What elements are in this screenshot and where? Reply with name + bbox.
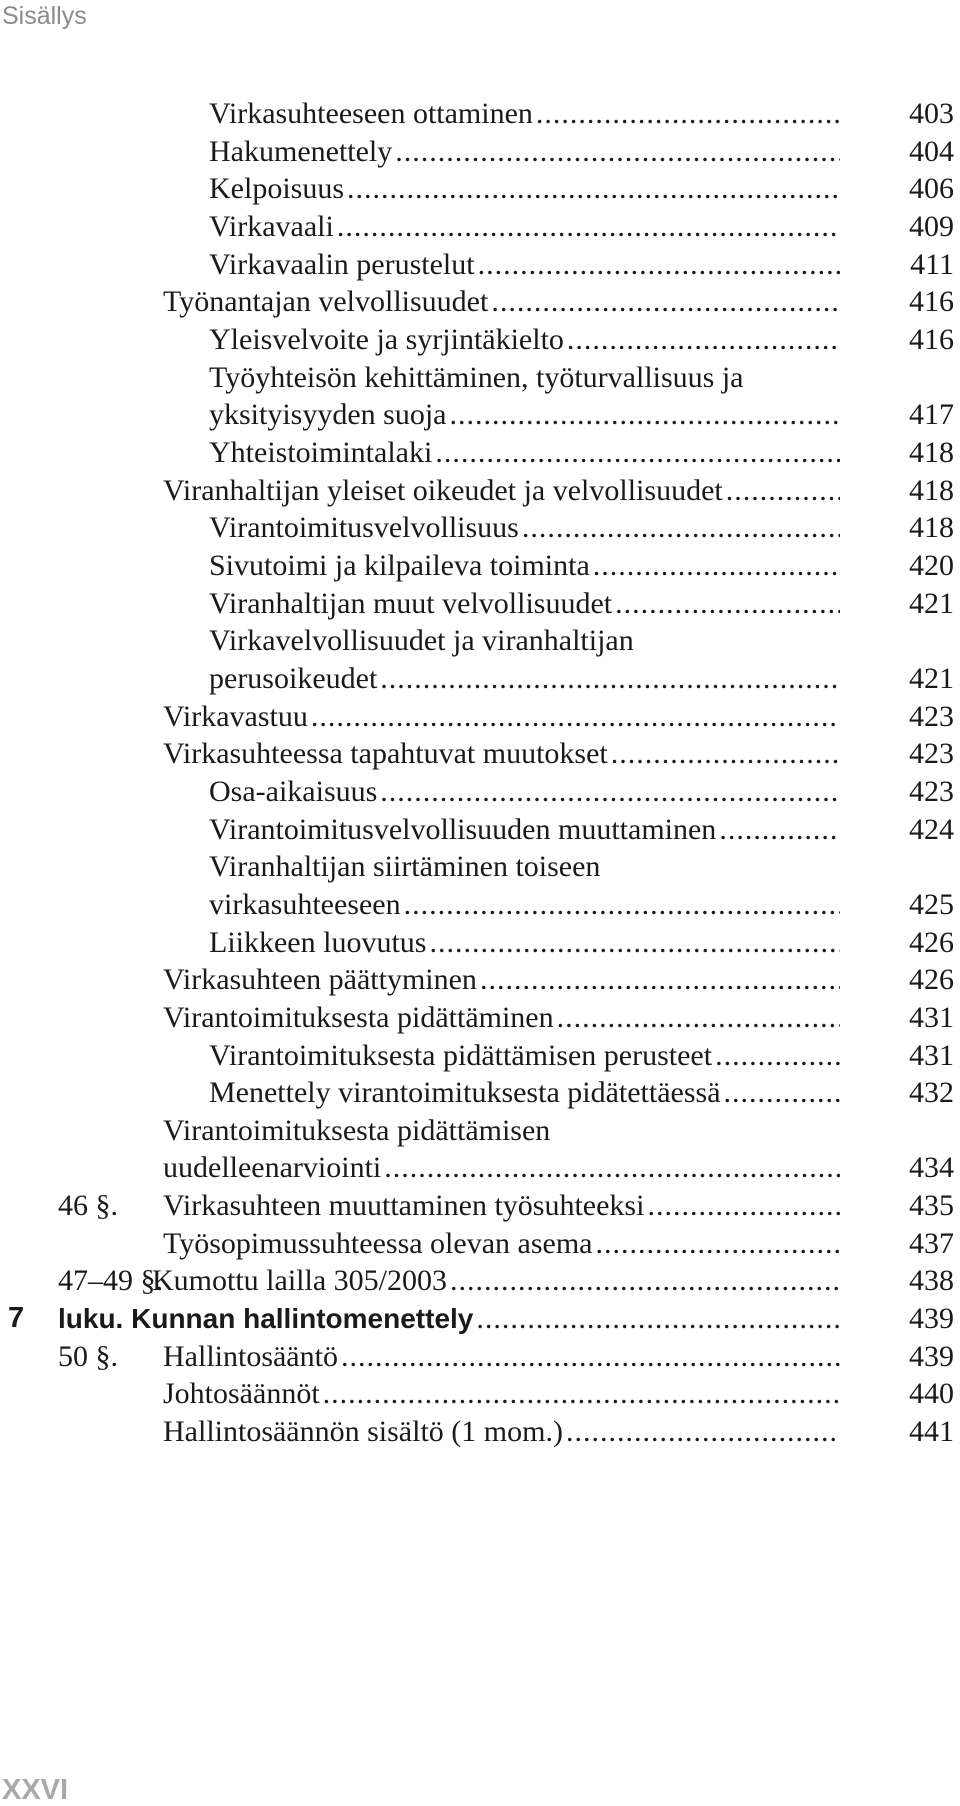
toc-page-number: 404 bbox=[909, 134, 954, 168]
toc-title: Viranhaltijan siirtäminen toiseen bbox=[209, 850, 601, 884]
toc-entry-title bbox=[209, 506, 840, 549]
toc-page-number: 421 bbox=[909, 586, 954, 620]
toc-entry-title bbox=[209, 205, 840, 248]
toc-page-number: 423 bbox=[909, 699, 954, 733]
toc-title: Virkasuhteen päättyminen bbox=[163, 963, 477, 997]
toc-entry-title bbox=[209, 582, 840, 625]
toc-entry bbox=[0, 506, 960, 549]
toc-title: perusoikeudet bbox=[209, 661, 378, 695]
toc-title: Virkavelvollisuudet ja viranhaltijan bbox=[209, 624, 634, 658]
dot-leader bbox=[647, 1184, 840, 1227]
dot-leader bbox=[522, 506, 840, 549]
toc-title: Virkavaali bbox=[209, 209, 334, 243]
dot-leader bbox=[536, 92, 840, 135]
dot-leader bbox=[611, 732, 840, 775]
dot-leader bbox=[719, 808, 840, 851]
toc-title: Yhteistoimintalaki bbox=[209, 435, 433, 469]
toc-title: Virantoimitusvelvollisuuden muuttaminen bbox=[209, 812, 717, 846]
toc-entry-title bbox=[163, 958, 840, 1001]
dot-leader bbox=[450, 393, 841, 436]
toc-page-number: 435 bbox=[909, 1189, 954, 1223]
dot-leader bbox=[395, 130, 840, 173]
toc-entry bbox=[0, 1184, 960, 1227]
toc-entry bbox=[0, 883, 960, 926]
toc-entry-title bbox=[163, 469, 840, 512]
section-number: 47–49 §. bbox=[58, 1264, 163, 1298]
toc-title: Työnantajan velvollisuudet bbox=[163, 285, 489, 319]
toc-entry bbox=[0, 318, 960, 361]
toc-page-number: 403 bbox=[909, 97, 954, 130]
dot-leader bbox=[595, 1222, 840, 1265]
toc-title: Virkavaalin perustelut bbox=[209, 247, 475, 281]
toc-entry bbox=[0, 544, 960, 587]
toc-entry-title bbox=[209, 318, 840, 361]
dot-leader bbox=[380, 657, 840, 700]
dot-leader bbox=[380, 770, 840, 813]
dot-leader bbox=[404, 883, 840, 926]
toc-entry bbox=[0, 469, 960, 512]
toc-entry-title bbox=[163, 996, 840, 1039]
toc-title: Kelpoisuus bbox=[209, 172, 344, 206]
dot-leader bbox=[724, 1071, 840, 1114]
toc-entry-title bbox=[209, 770, 840, 813]
toc-entry-title bbox=[163, 1184, 840, 1227]
toc-entry-title bbox=[209, 92, 840, 135]
toc-title: Virkasuhteeseen ottaminen bbox=[209, 97, 533, 130]
toc-entry-title bbox=[209, 1034, 840, 1077]
toc-page-number: 423 bbox=[909, 737, 954, 771]
dot-leader bbox=[341, 1335, 840, 1378]
toc-page-number: 431 bbox=[909, 1000, 954, 1034]
toc-entry-title bbox=[163, 1222, 840, 1265]
dot-leader bbox=[337, 205, 840, 248]
toc-entry bbox=[0, 845, 960, 888]
toc-page-number: 417 bbox=[909, 398, 954, 432]
dot-leader bbox=[450, 1259, 840, 1302]
toc-entry bbox=[0, 1259, 960, 1302]
toc-entry bbox=[0, 167, 960, 210]
toc-title: Johtosäännöt bbox=[163, 1377, 320, 1411]
toc-entry-title bbox=[163, 1410, 840, 1453]
toc-entry bbox=[0, 243, 960, 286]
toc-page-number: 421 bbox=[909, 661, 954, 695]
toc-title: Hallintosääntö bbox=[163, 1339, 338, 1373]
toc-entry-title bbox=[209, 356, 840, 399]
page-number: XXVI bbox=[2, 1774, 69, 1806]
toc-title: Työsopimussuhteessa olevan asema bbox=[163, 1226, 593, 1260]
toc-page-number: 423 bbox=[909, 774, 954, 808]
dot-leader bbox=[476, 1297, 840, 1340]
dot-leader bbox=[323, 1372, 840, 1415]
toc-title: Hakumenettely bbox=[209, 134, 393, 168]
toc-page-number: 431 bbox=[909, 1038, 954, 1072]
toc-title: Viranhaltijan yleiset oikeudet ja velvollisuudet bbox=[163, 473, 723, 507]
toc-entry bbox=[0, 1372, 960, 1415]
toc-entry-title bbox=[163, 1109, 840, 1152]
toc-title: Työyhteisön kehittäminen, työturvallisuus ja bbox=[209, 360, 744, 394]
toc-entry-title bbox=[209, 544, 840, 587]
toc-entry-title bbox=[209, 845, 840, 888]
toc-page-number: 437 bbox=[909, 1226, 954, 1260]
dot-leader bbox=[566, 1410, 840, 1453]
toc-entry bbox=[0, 130, 960, 173]
toc-page-number: 418 bbox=[909, 473, 954, 507]
toc-entry bbox=[0, 582, 960, 625]
toc-entry bbox=[0, 695, 960, 738]
toc-entry-title bbox=[163, 280, 840, 323]
chapter-number: 7 bbox=[8, 1302, 25, 1335]
dot-leader bbox=[429, 921, 840, 964]
toc-entry bbox=[0, 732, 960, 775]
toc-title: Virantoimituksesta pidättämisen perusteet bbox=[209, 1038, 713, 1072]
toc-entry bbox=[0, 393, 960, 436]
toc-entry bbox=[0, 431, 960, 474]
toc-title: uudelleenarviointi bbox=[163, 1151, 382, 1185]
toc-page-number: 409 bbox=[909, 209, 954, 243]
toc-entry bbox=[0, 1222, 960, 1265]
dot-leader bbox=[480, 958, 840, 1001]
toc-entry-title bbox=[163, 1146, 840, 1189]
dot-leader bbox=[311, 695, 840, 738]
toc-entry bbox=[0, 958, 960, 1001]
toc-entry-title bbox=[209, 921, 840, 964]
toc-title: Kumottu lailla 305/2003 bbox=[152, 1264, 447, 1298]
dot-leader bbox=[726, 469, 840, 512]
toc-entry bbox=[0, 92, 960, 135]
dot-leader bbox=[615, 582, 840, 625]
toc-entry bbox=[0, 280, 960, 323]
toc-title: Virantoimituksesta pidättämisen bbox=[163, 1113, 551, 1147]
dot-leader bbox=[347, 167, 840, 210]
toc-title: Osa-aikaisuus bbox=[209, 774, 378, 808]
toc-entry bbox=[0, 1109, 960, 1152]
toc-entry bbox=[0, 1034, 960, 1077]
toc-page-number: 434 bbox=[909, 1151, 954, 1185]
toc-entry-title bbox=[209, 167, 840, 210]
dot-leader bbox=[384, 1146, 840, 1189]
toc-entry bbox=[0, 1410, 960, 1453]
toc-title: luku. Kunnan hallintomenettely bbox=[58, 1303, 474, 1335]
dot-leader bbox=[435, 431, 840, 474]
toc-entry-title bbox=[209, 619, 840, 662]
toc-entry-title bbox=[163, 1335, 840, 1378]
toc-entry bbox=[0, 205, 960, 248]
toc-title: Virantoimitusvelvollisuus bbox=[209, 511, 519, 545]
toc-title: yksityisyyden suoja bbox=[209, 398, 447, 432]
toc-title: Virkasuhteen muuttaminen työsuhteeksi bbox=[163, 1189, 645, 1223]
dot-leader bbox=[557, 996, 840, 1039]
dot-leader bbox=[491, 280, 840, 323]
toc-entry-title bbox=[209, 130, 840, 173]
toc-entry-title bbox=[209, 883, 840, 926]
toc-page-number: 439 bbox=[909, 1339, 954, 1373]
toc-page-number: 438 bbox=[909, 1264, 954, 1298]
toc-page-number: 418 bbox=[909, 435, 954, 469]
toc-entry bbox=[0, 619, 960, 662]
toc-title: Liikkeen luovutus bbox=[209, 925, 427, 959]
toc-entry-title bbox=[209, 808, 840, 851]
dot-leader bbox=[715, 1034, 840, 1077]
toc-entry bbox=[0, 770, 960, 813]
toc-entry-title bbox=[209, 657, 840, 700]
toc-entry bbox=[0, 1071, 960, 1114]
toc-entry-title bbox=[163, 1372, 840, 1415]
toc-page-number: 420 bbox=[909, 548, 954, 582]
toc-title: Viranhaltijan muut velvollisuudet bbox=[209, 586, 613, 620]
toc-page-number: 426 bbox=[909, 925, 954, 959]
toc-title: virkasuhteeseen bbox=[209, 887, 401, 921]
dot-leader bbox=[567, 318, 840, 361]
toc-title: Sivutoimi ja kilpaileva toiminta bbox=[209, 548, 590, 582]
toc-entry bbox=[0, 921, 960, 964]
toc-title: Menettely virantoimituksesta pidätettäessä bbox=[209, 1076, 721, 1110]
toc-entry-title bbox=[209, 1071, 840, 1114]
toc-page-number: 426 bbox=[909, 963, 954, 997]
toc-entry-title bbox=[163, 732, 840, 775]
toc-page-number: 432 bbox=[909, 1076, 954, 1110]
toc-page-number: 411 bbox=[910, 247, 954, 281]
toc-title: Virantoimituksesta pidättäminen bbox=[163, 1000, 554, 1034]
toc-title: Virkavastuu bbox=[163, 699, 308, 733]
running-head: Sisällys bbox=[2, 2, 87, 30]
toc-entry bbox=[0, 1335, 960, 1378]
toc-entry-title bbox=[209, 393, 840, 436]
toc-entry-title bbox=[163, 695, 840, 738]
toc-page-number: 425 bbox=[909, 887, 954, 921]
toc-entry bbox=[0, 356, 960, 399]
toc-entry bbox=[0, 996, 960, 1039]
toc-page-number: 440 bbox=[909, 1377, 954, 1411]
toc-entry-title bbox=[58, 1297, 840, 1340]
toc-page-number: 424 bbox=[909, 812, 954, 846]
section-number: 50 §. bbox=[58, 1339, 118, 1373]
toc-entry bbox=[0, 808, 960, 851]
section-number: 46 §. bbox=[58, 1189, 118, 1223]
toc-page-number: 416 bbox=[909, 322, 954, 356]
toc-title: Yleisvelvoite ja syrjintäkielto bbox=[209, 322, 564, 356]
toc-title: Hallintosäännön sisältö (1 mom.) bbox=[163, 1415, 563, 1449]
dot-leader bbox=[593, 544, 840, 587]
toc-entry bbox=[0, 657, 960, 700]
toc-page-number: 418 bbox=[909, 511, 954, 545]
toc-entry-title bbox=[209, 243, 840, 286]
toc-entry bbox=[0, 1146, 960, 1189]
toc-page-number: 406 bbox=[909, 172, 954, 206]
dot-leader bbox=[478, 243, 840, 286]
toc-entry bbox=[0, 1297, 960, 1340]
toc-page-number: 416 bbox=[909, 285, 954, 319]
toc-entry-title bbox=[209, 431, 840, 474]
toc-entry-title bbox=[152, 1259, 840, 1302]
toc-page-number: 439 bbox=[909, 1302, 954, 1336]
toc-page-number: 441 bbox=[909, 1415, 954, 1449]
toc-title: Virkasuhteessa tapahtuvat muutokset bbox=[163, 737, 608, 771]
